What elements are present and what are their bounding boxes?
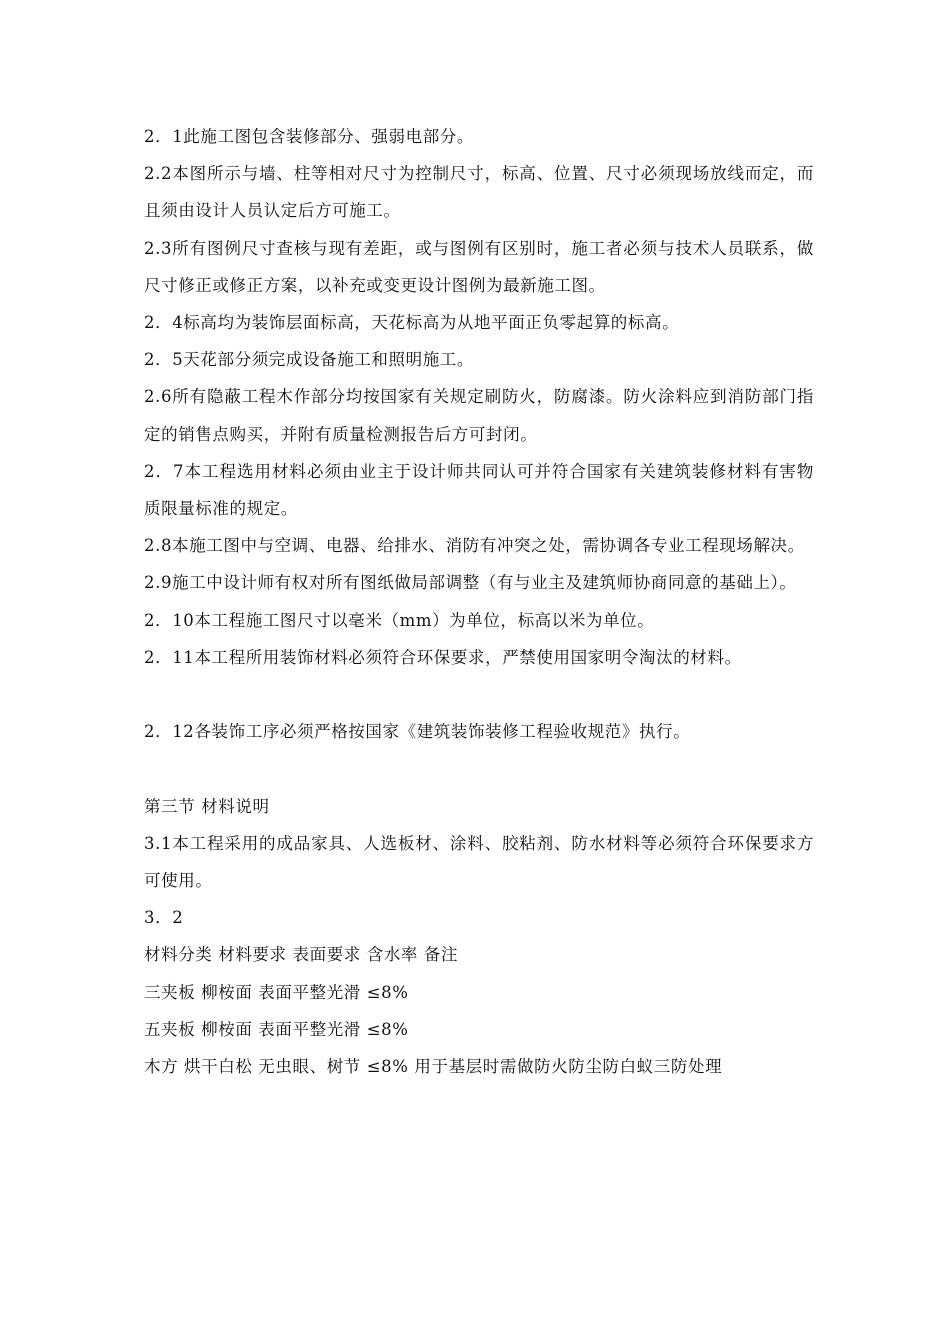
section2-item-9: 2.9施工中设计师有权对所有图纸做局部调整（有与业主及建筑师协商同意的基础上）。 bbox=[144, 573, 797, 593]
section3-item-1: 3.1本工程采用的成品家具、人选板材、涂料、胶粘剂、防水材料等必须符合环保要求方可使用。 bbox=[144, 833, 814, 891]
section2-item-11: 2．11本工程所用装饰材料必须符合环保要求，严禁使用国家明令淘汰的材料。 bbox=[144, 647, 742, 667]
section2-item-2: 2.2本图所示与墙、柱等相对尺寸为控制尺寸，标高、位置、尺寸必须现场放线而定，而且须由设计人员认定后方可施工。 bbox=[144, 164, 814, 221]
materials-table-row: 五夹板 柳桉面 表面平整光滑 ≤8% bbox=[144, 1019, 409, 1039]
section3-heading: 第三节 材料说明 bbox=[144, 796, 270, 816]
section2-item-8: 2.8本施工图中与空调、电器、给排水、消防有冲突之处，需协调各专业工程现场解决。 bbox=[144, 536, 805, 556]
section2-item-3: 2.3所有图例尺寸查核与现有差距，或与图例有区别时，施工者必须与技术人员联系，做尺寸修正或修正方案，以补充或变更设计图例为最新施工图。 bbox=[144, 238, 814, 295]
section2-item-10: 2．10本工程施工图尺寸以毫米（mm）为单位，标高以米为单位。 bbox=[144, 610, 655, 630]
section3-item-2: 3．2 bbox=[144, 908, 184, 928]
materials-table-row: 三夹板 柳桉面 表面平整光滑 ≤8% bbox=[144, 982, 409, 1002]
section2-item-1: 2．1此施工图包含装修部分、强弱电部分。 bbox=[144, 127, 474, 146]
materials-table bbox=[144, 936, 814, 1085]
section2-item-12: 2．12各装饰工序必须严格按国家《建筑装饰装修工程验收规范》执行。 bbox=[144, 722, 691, 742]
section2-item-5: 2．5天花部分须完成设备施工和照明施工。 bbox=[144, 350, 474, 370]
document-page bbox=[144, 118, 814, 1085]
materials-table-header: 材料分类 材料要求 表面要求 含水率 备注 bbox=[144, 945, 459, 965]
section2-item-6: 2.6所有隐蔽工程木作部分均按国家有关规定刷防火，防腐漆。防火涂料应到消防部门指定的销售点购买，并附有质量检测报告后方可封闭。 bbox=[144, 387, 814, 444]
blank-line bbox=[144, 750, 814, 787]
materials-table-row: 木方 烘干白松 无虫眼、树节 ≤8% 用于基层时需做防火防尘防白蚁三防处理 bbox=[144, 1057, 723, 1077]
blank-line bbox=[144, 676, 814, 713]
section2-item-7: 2．7本工程选用材料必须由业主于设计师共同认可并符合国家有关建筑装修材料有害物质限量标准的规定。 bbox=[144, 461, 814, 519]
section2-item-4: 2．4标高均为装饰层面标高，天花标高为从地平面正负零起算的标高。 bbox=[144, 313, 680, 333]
